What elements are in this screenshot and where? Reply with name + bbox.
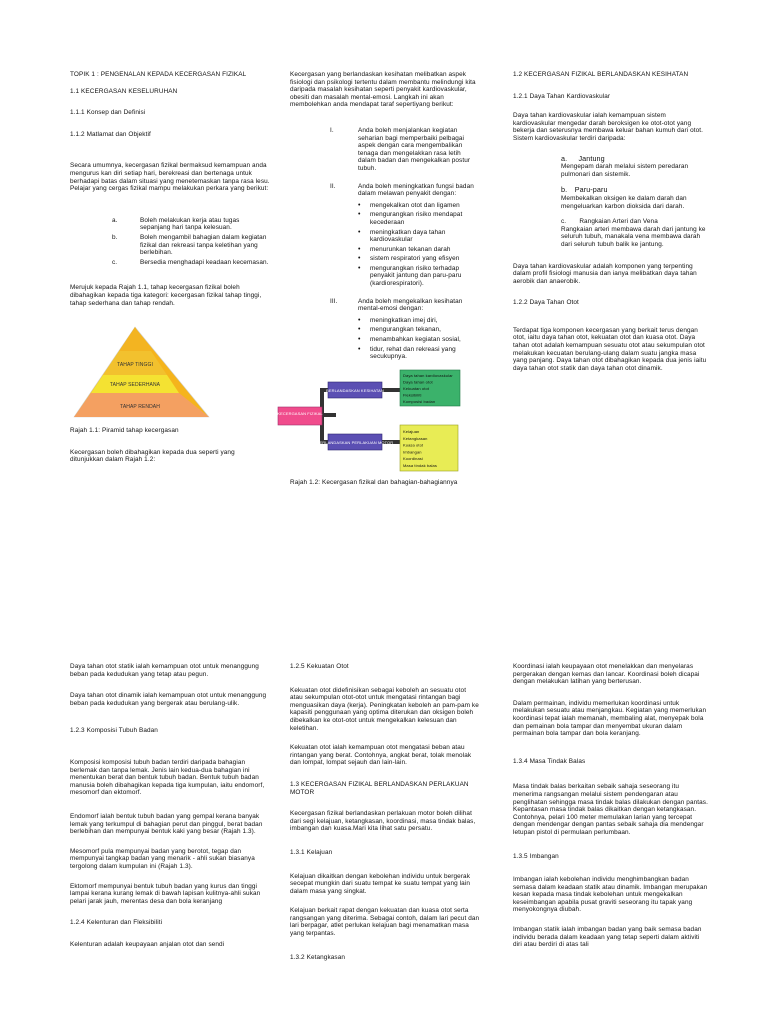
diagram-list-item: Daya tahan kardiovaskular	[403, 372, 453, 378]
heading-1-1: 1.1 KECERGASAN KESELURUHAN	[70, 87, 178, 95]
paragraph-motor: Kecergasan fizikal berlandaskan perlakuan motor boleh dilihat dari segi kelajuan, ketangkasan, koordinasi, masa tindak balas, imbangan dan kuasa.Mari kita lihat satu persatu.	[290, 810, 476, 833]
caption-rajah-1-2: Rajah 1.2: Kecergasan fizikal dan bahagian-bahagiannya	[290, 478, 458, 486]
paragraph-endomorf: Endomorf ialah bentuk tubuh badan yang gempal kerana banyak lemak yang terkumpul di bahagian perut dan pinggul, berat badan berlebihan dan mempunyai bentuk kaki yang besar (Rajah 1.3).	[70, 812, 263, 836]
paragraph-merujuk: Merujuk kepada Rajah 1.1, tahap kecergasan fizikal boleh dibahagikan kepada tiga kategori: kecergasan fizikal tahap tinggi, tahap sederhana dan tahap rendah.	[70, 284, 262, 307]
bullet-text: meningkatkan imej diri,	[370, 316, 438, 324]
list-item: II. Anda boleh meningkatkan fungsi badan dalam melawan penyakit dengan:	[330, 182, 474, 198]
bullet-icon: •	[358, 336, 361, 344]
diagram-list-item: Kekuatan otot	[403, 385, 429, 391]
bullet-item	[358, 229, 480, 244]
subitem-paru: b. Paru-paru Membekalkan oksigen ke dalam darah dan mengeluarkan karbon dioksida dari darah.	[561, 185, 687, 210]
diagram-list-item: Kelajuan	[403, 428, 420, 434]
heading-1-3: 1.3 KECERGASAN FIZIKAL BERLANDASKAN PERLAKUAN MOTOR	[290, 780, 469, 796]
paragraph-secara: Secara umumnya, kecergasan fizikal bermaksud kemampuan anda mengurus kan diri setiap hari, berekreasi dan bertenaga untuk berhadapi batas dalam situasi yang menetemaskan tanpa rasa lesu. Pelajar yang cergas fizikal mampu melakukan perkara yang berikut:	[70, 162, 270, 193]
pyramid-diagram	[70, 319, 270, 423]
paragraph-intro: Kecergasan yang berlandaskan kesihatan melibatkan aspek fisiologi dan psikologi tertentu dalam membantu melindungi kita daripada masalah kesihatan seperti penyakit kardiovaskular, obesiti dan masalah mental-emosi. Langkah ini akan membolehkan anda mendapat taraf sepertiyang berikut:	[290, 71, 476, 109]
diagram-list-item: Komposisi badan	[403, 398, 436, 404]
bullet-text: menurunkan tekanan darah	[370, 245, 451, 253]
heading-1-2-5: 1.2.5 Kekuatan Otot	[290, 663, 349, 670]
list-item: b. Boleh mengambil bahagian dalam kegiatan fizikal dan rekreasi tanpa keletihan yang berlebihan.	[112, 233, 267, 257]
paragraph-masa: Masa tindak balas berkaitan sebaik sahaja seseorang itu menerima rangsangan melalui sistem pendengaran atau penglihatan sehingga masa tindak balas dilakukan dengan pantas. Kepantasan masa tindak balas dikaitkan dengan ketangkasan. Contohnya, pelari 100 meter memulakan larian yang tercepat dengan mendengar dengan pantas sebaik sahaja dia mendengar letupan pistol di permulaan perlumbaan.	[513, 783, 708, 836]
list-item: III. Anda boleh mengekalkan kesihatan mental-emosi dengan:	[330, 297, 463, 313]
bullet-icon: •	[358, 228, 361, 236]
heading-1-1-2: 1.1.2 Matlamat dan Objektif	[70, 130, 151, 138]
paragraph-dtk: Daya tahan kardiovaskular ialah kemampuan sistem kardiovaskular mengedar darah beroksigen ke otot-otot yang bekerja dan seterusnya membawa keluar bahan kumuh dari otot. Sistem kardiovaskular terdiri daripada:	[513, 112, 704, 142]
list-item: a. Boleh melakukan kerja atau tugas sepanjang hari tanpa kelesuan.	[112, 216, 240, 232]
pyramid-label-bottom: TAHAP RENDAH	[120, 404, 160, 411]
bullet-icon: •	[358, 326, 361, 334]
caption-rajah-1-1: Rajah 1.1: Piramid tahap kecergasan	[70, 427, 179, 435]
paragraph-ektomorf: Ektomorf mempunyai bentuk tubuh badan yang kurus dan tinggi lampai kerana kurang lemak di bawah lapisan kulitnya-ahli sukan pelari jarak jauh, merentas desa dan bola keranjang	[70, 882, 261, 905]
page2-column-1	[70, 663, 270, 957]
heading-1-3-1: 1.3.1 Kelajuan	[290, 848, 333, 856]
pyramid-apex	[119, 327, 151, 351]
heading-1-1-1: 1.1.1 Konsep dan Definisi	[70, 109, 146, 117]
page1-column-3	[513, 71, 708, 381]
paragraph-imbangan: Imbangan ialah kebolehan individu menghimbangkan badan semasa dalam keadaan statik atau dinamik. Imbangan merupakan kesan kepada masa tindak kebolehan untuk mengekalkan keseimbangan apabila pusat graviti seseorang itu tapak yang menyokongnya diubah.	[513, 876, 708, 914]
paragraph-kecergasan-dua: Kecergasan boleh dibahagikan kepada dua seperti yang ditunjukkan dalam Rajah 1.2:	[70, 448, 235, 464]
branch-top-label: BERLANDASKAN KESIHATAN	[326, 387, 384, 393]
diagram-list-item: Masa tindak balas	[403, 462, 437, 468]
list-objektif	[70, 217, 270, 267]
heading-1-2: 1.2 KECERGASAN FIZIKAL BERLANDASKAN KESIHATAN	[513, 71, 689, 78]
subitem-arteri: c. Rangkaian Arteri dan Vena Rangkaian arteri membawa darah dari jantung ke seluruh tubuh, manakala vena membawa darah dari seluruh tubuh balik ke jantung.	[561, 218, 706, 248]
heading-1-2-2: 1.2.2 Daya Tahan Otot	[513, 299, 579, 307]
paragraph-kekuatan: Kekuatan otot didefinisikan sebagai keboleh an sesuatu otot atau sekumpulan otot-otot untuk mengatasi rintangan bagi menguasikan daya (kerja). Peningkatan keboleh an pam-pam ke kapasiti penggunaan yang optima diterukan dan oksigen boleh dibekalkan ke otot-otot untuk mengekalkan kelesuan dan keletihan.	[290, 686, 479, 732]
bullet-icon: •	[358, 345, 361, 353]
paragraph-kelajuan: Kelajuan dikaitkan dengan kebolehan individu untuk bergerak secepat mungkin dari suatu tempat ke suatu tempat yang lain dalam masa yang singkat.	[290, 872, 470, 895]
bullet-text: menambahkan kegiatan sosial,	[370, 336, 461, 344]
diagram-list-item: Ketangkasan	[403, 435, 428, 441]
paragraph-mesomorf: Mesomorf pula mempunyai badan yang berotot, tegap dan mempunyai tangkap badan yang menarik - ahli sukan biasanya tergolong dalam kumpulan ini (Rajah 1.3).	[70, 847, 255, 870]
paragraph-komposisi: Komposisi komposisi tubuh badan terdiri daripada bahagian berlemak dan tanpa lemak. Jenis lain kedua-dua bahagian ini menentukan berat dan bentuk tubuh badan. Bentuk tubuh badan manusia boleh dibahagikan kepada tiga kumpulan, iaitu endomorf, mesomorf dan ektomorf.	[70, 758, 265, 797]
bullet-icon: •	[358, 264, 361, 272]
diagram-list-item: Kuasa otot	[403, 442, 424, 448]
branch-bottom-label: BERLANDASKAN PERLAKUAN MOTOR	[316, 439, 394, 445]
heading-1-2-3: 1.2.3 Komposisi Tubuh Badan	[70, 727, 158, 735]
heading-1-3-2: 1.3.2 Ketangkasan	[290, 953, 345, 961]
bullet-text: meningkatkan daya tahan kardiovaskular	[370, 228, 446, 244]
bullet-icon: •	[358, 211, 361, 219]
paragraph-permainan: Dalam permainan, individu memerlukan koordinasi untuk melakukan sesuatu atau menjangkau. Kegiatan yang memerlukan koordinasi tepat ialah memanah, membaling alat, menyepak bola dan pemainan bola tampar dan menyembat ukuran dalam permainan bola tampar dan bola keranjang.	[513, 699, 707, 738]
bullet-text: tidur, rehat dan rekreasi yang secukupnya.	[370, 345, 456, 361]
topic-heading: TOPIK 1 : PENGENALAN KEPADA KECERGASAN FIZIKAL	[70, 71, 247, 78]
root-label: KECERGASAN FIZIKAL	[277, 410, 323, 416]
list-item: I. Anda boleh menjalankan kegiatan seharian bagi memperbaiki pelbagai aspek dengan cara mengembalikan tenaga dan mengelakkan rasa letih dalam badan dan mengekalkan postur tubuh.	[330, 126, 471, 172]
bullet-text: mengurangkan risiko terhadap penyakit jantung dan paru-paru (kardiorespiratori).	[370, 264, 462, 288]
paragraph-dto: Terdapat tiga komponen kecergasan yang berkait terus dengan otot, iaitu daya tahan otot, kekuatan otot dan kuasa otot. Daya tahan otot adalah kemampuan sesuatu otot atau sekumpulan otot melakukan kecuatan berulang-ulang dalam suatu jangka masa yang panjang. Daya tahan otot dibahagikan kepada dua jenis iaitu daya tahan otot statik dan daya tahan otot dinamik.	[513, 326, 707, 372]
page1-column-2	[277, 71, 480, 495]
roman-list	[290, 127, 480, 361]
list-item: c. Bersedia menghadapi keadaan kecemasan.	[112, 258, 269, 266]
paragraph-dinamik: Daya tahan otot dinamik ialah kemampuan otot untuk menanggung beban pada kedudukan yang bergerak atau berulang-ulik.	[70, 692, 267, 707]
bullet-item	[358, 346, 480, 361]
subitem-jantung: a. Jantung Mengepam darah melalui sistem peredaran pulmonari dan sistemik.	[561, 153, 689, 178]
bullet-icon: •	[358, 201, 361, 209]
page1-column-1	[70, 71, 270, 473]
paragraph-kelenturan: Kelenturan adalah keupayaan anjalan otot dan sendi	[70, 940, 225, 948]
bullet-text: sistem respiratori yang efisyen	[370, 255, 460, 263]
bullet-item	[358, 202, 480, 210]
bullet-list-iii	[330, 317, 480, 361]
diagram-list-item: Imbangan	[403, 449, 422, 455]
bullet-item	[358, 211, 480, 226]
bullet-icon: •	[358, 255, 361, 263]
bullet-item	[358, 255, 480, 263]
bullet-text: mengurangkan tekanan,	[370, 326, 442, 334]
bullet-item	[358, 326, 480, 334]
heading-1-3-4: 1.3.4 Masa Tindak Balas	[513, 757, 586, 765]
paragraph-kelajuan-2: Kelajuan berkait rapat dengan kekuatan dan kuasa otot serta rangsangan yang diterima. Sebagai contoh, dalam lari pecut dan lari berpagar, atlet perlukan kelajuan bagi menamatkan masa yang terpantas.	[290, 907, 480, 938]
bullet-item	[358, 336, 480, 344]
paragraph-komponen: Daya tahan kardiovaskular adalah komponen yang terpenting dalam profil fisiologi manusia dan ianya melibatkan daya tahan aerobik dan anaerobik.	[513, 262, 697, 285]
bullet-icon: •	[358, 245, 361, 253]
paragraph-imbangan-2: Imbangan statik ialah imbangan badan yang baik semasa badan individu berada dalam keadaan yang tetap seperti dalam aktiviti diri atau berdiri di atas tali	[513, 926, 702, 949]
heading-1-3-5: 1.3.5 Imbangan	[513, 852, 559, 860]
bullet-icon: •	[358, 316, 361, 324]
bullet-list-ii	[330, 202, 480, 288]
pyramid-label-top: TAHAP TINGGI	[117, 362, 153, 369]
diagram-list-item: Koordinasi	[403, 456, 423, 462]
fitness-diagram	[276, 367, 466, 475]
bullet-item	[358, 265, 480, 288]
page2-column-3	[513, 663, 708, 958]
paragraph-koordinasi: Koordinasi ialah keupayaan otot menelakkan dan menyelaras pergerakan dengan kemas dan lancar. Koordinasi boleh dicapai dengan melakukan latihan yang berterusan.	[513, 663, 700, 686]
diagram-list-item: Fleksibiliti	[403, 392, 422, 398]
diagram-list-item: Daya tahan otot	[403, 379, 433, 385]
heading-1-2-4: 1.2.4 Kelenturan dan Fleksibiliti	[70, 919, 163, 927]
pyramid-label-middle: TAHAP SEDERHANA	[109, 382, 161, 389]
paragraph-statik: Daya tahan otot statik ialah kemampuan otot untuk menanggung beban pada kedudukan yang tetap atau pegun.	[70, 663, 259, 678]
bullet-text: mengurangkan risiko mendapat kecederaan	[370, 211, 463, 226]
bullet-text: mengekalkan otot dan ligamen	[370, 201, 460, 209]
paragraph-kekuatan-2: Kekuatan otot ialah kemampuan otot mengatasi beban atau rintangan yang berat. Contohnya, angkat berat, tolak menolak dan lompat, lompat sejauh dan lain-lain.	[290, 744, 472, 767]
bullet-item	[358, 246, 480, 254]
page2-column-2	[290, 663, 480, 970]
bullet-item	[358, 317, 480, 325]
heading-1-2-1: 1.2.1 Daya Tahan Kardiovaskular	[513, 92, 611, 100]
root-box	[278, 407, 322, 425]
